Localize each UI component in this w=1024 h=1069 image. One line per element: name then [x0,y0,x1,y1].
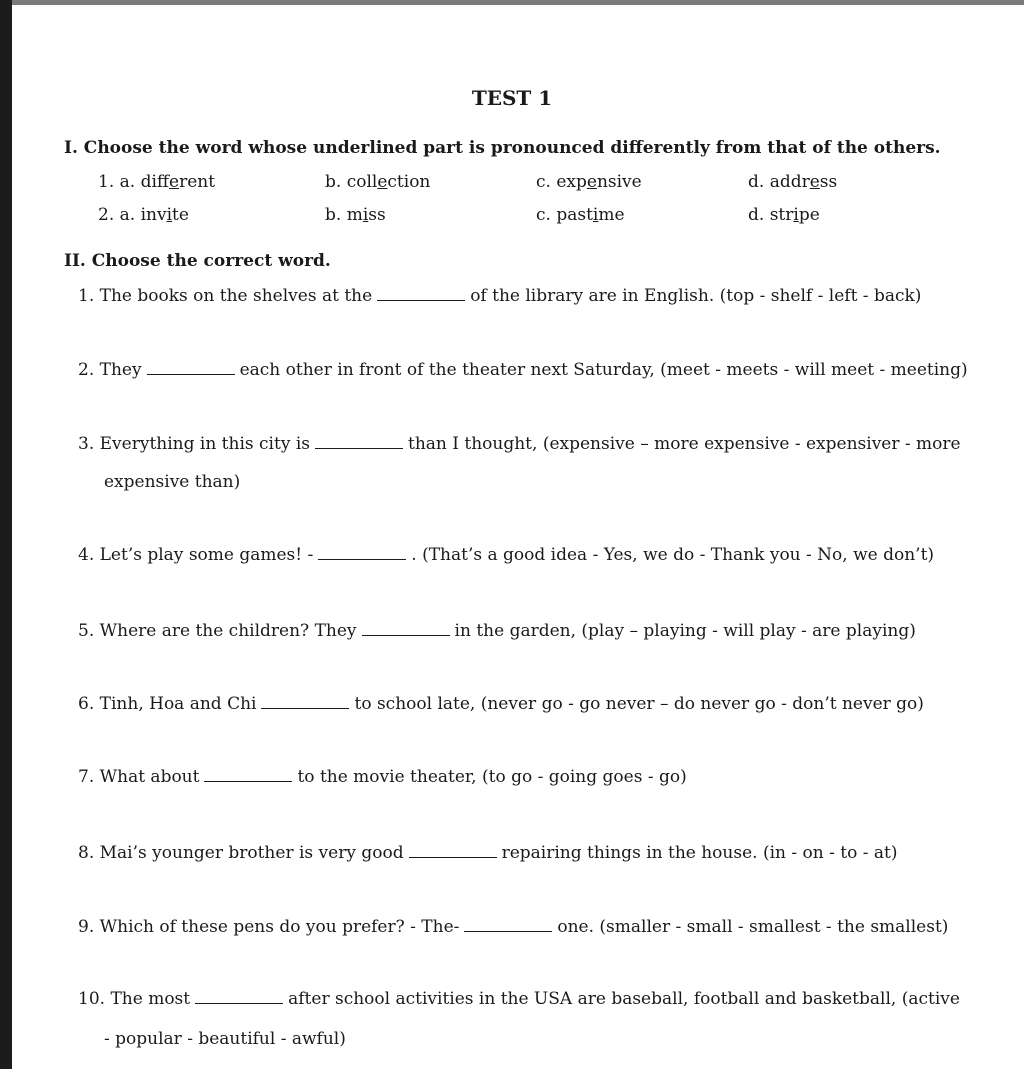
answer-blank[interactable] [261,707,349,709]
s1-q2-option-b: b. miss [325,205,386,225]
s2-question-4: 4. Let’s play some games! - . (That’s a good idea - Yes, we do - Thank you - No, we don’t) [78,545,935,565]
answer-blank[interactable] [464,930,552,932]
s1-q1-option-c: c. expensive [536,172,642,192]
test-title: TEST 1 [471,86,553,110]
s2-question-2: 2. They each other in front of the theater next Saturday, (meet - meets - will meet - meeting) [78,360,968,380]
answer-blank[interactable] [409,856,497,858]
answer-blank[interactable] [318,558,406,560]
s1-q2-option-d: d. stripe [748,205,820,225]
answer-blank[interactable] [362,634,450,636]
answer-blank[interactable] [147,373,235,375]
s1-q2-option-a: 2. a. invite [98,205,189,225]
s1-q1-option-b: b. collection [325,172,431,192]
answer-blank[interactable] [315,447,403,449]
section-1-heading: I. Choose the word whose underlined part is pronounced differently from that of the others. [64,138,941,158]
s2-question-10-continuation: - popular - beautiful - awful) [104,1029,346,1049]
s1-q2-option-c: c. pastime [536,205,625,225]
document-page [12,5,1024,1069]
s2-question-1: 1. The books on the shelves at the of the library are in English. (top - shelf - left - back) [78,286,922,306]
s2-question-8: 8. Mai’s younger brother is very good repairing things in the house. (in - on - to - at) [78,843,898,863]
answer-blank[interactable] [195,1002,283,1004]
s2-question-3-continuation: expensive than) [104,472,241,492]
s2-question-9: 9. Which of these pens do you prefer? - The- one. (smaller - small - smallest - the smallest) [78,917,949,937]
s1-q1-option-d: d. address [748,172,838,192]
answer-blank[interactable] [204,780,292,782]
section-2-heading: II. Choose the correct word. [64,251,331,271]
s2-question-6: 6. Tinh, Hoa and Chi to school late, (never go - go never – do never go - don’t never go) [78,694,924,714]
answer-blank[interactable] [377,299,465,301]
s1-q1-option-a: 1. a. different [98,172,216,192]
window-left-edge [0,0,12,1069]
s2-question-5: 5. Where are the children? They in the garden, (play – playing - will play - are playing) [78,621,916,641]
s2-question-7: 7. What about to the movie theater, (to go - going goes - go) [78,767,687,787]
s2-question-10: 10. The most after school activities in the USA are baseball, football and basketball, (active [78,989,960,1009]
s2-question-3: 3. Everything in this city is than I thought, (expensive – more expensive - expensiver - more [78,434,961,454]
